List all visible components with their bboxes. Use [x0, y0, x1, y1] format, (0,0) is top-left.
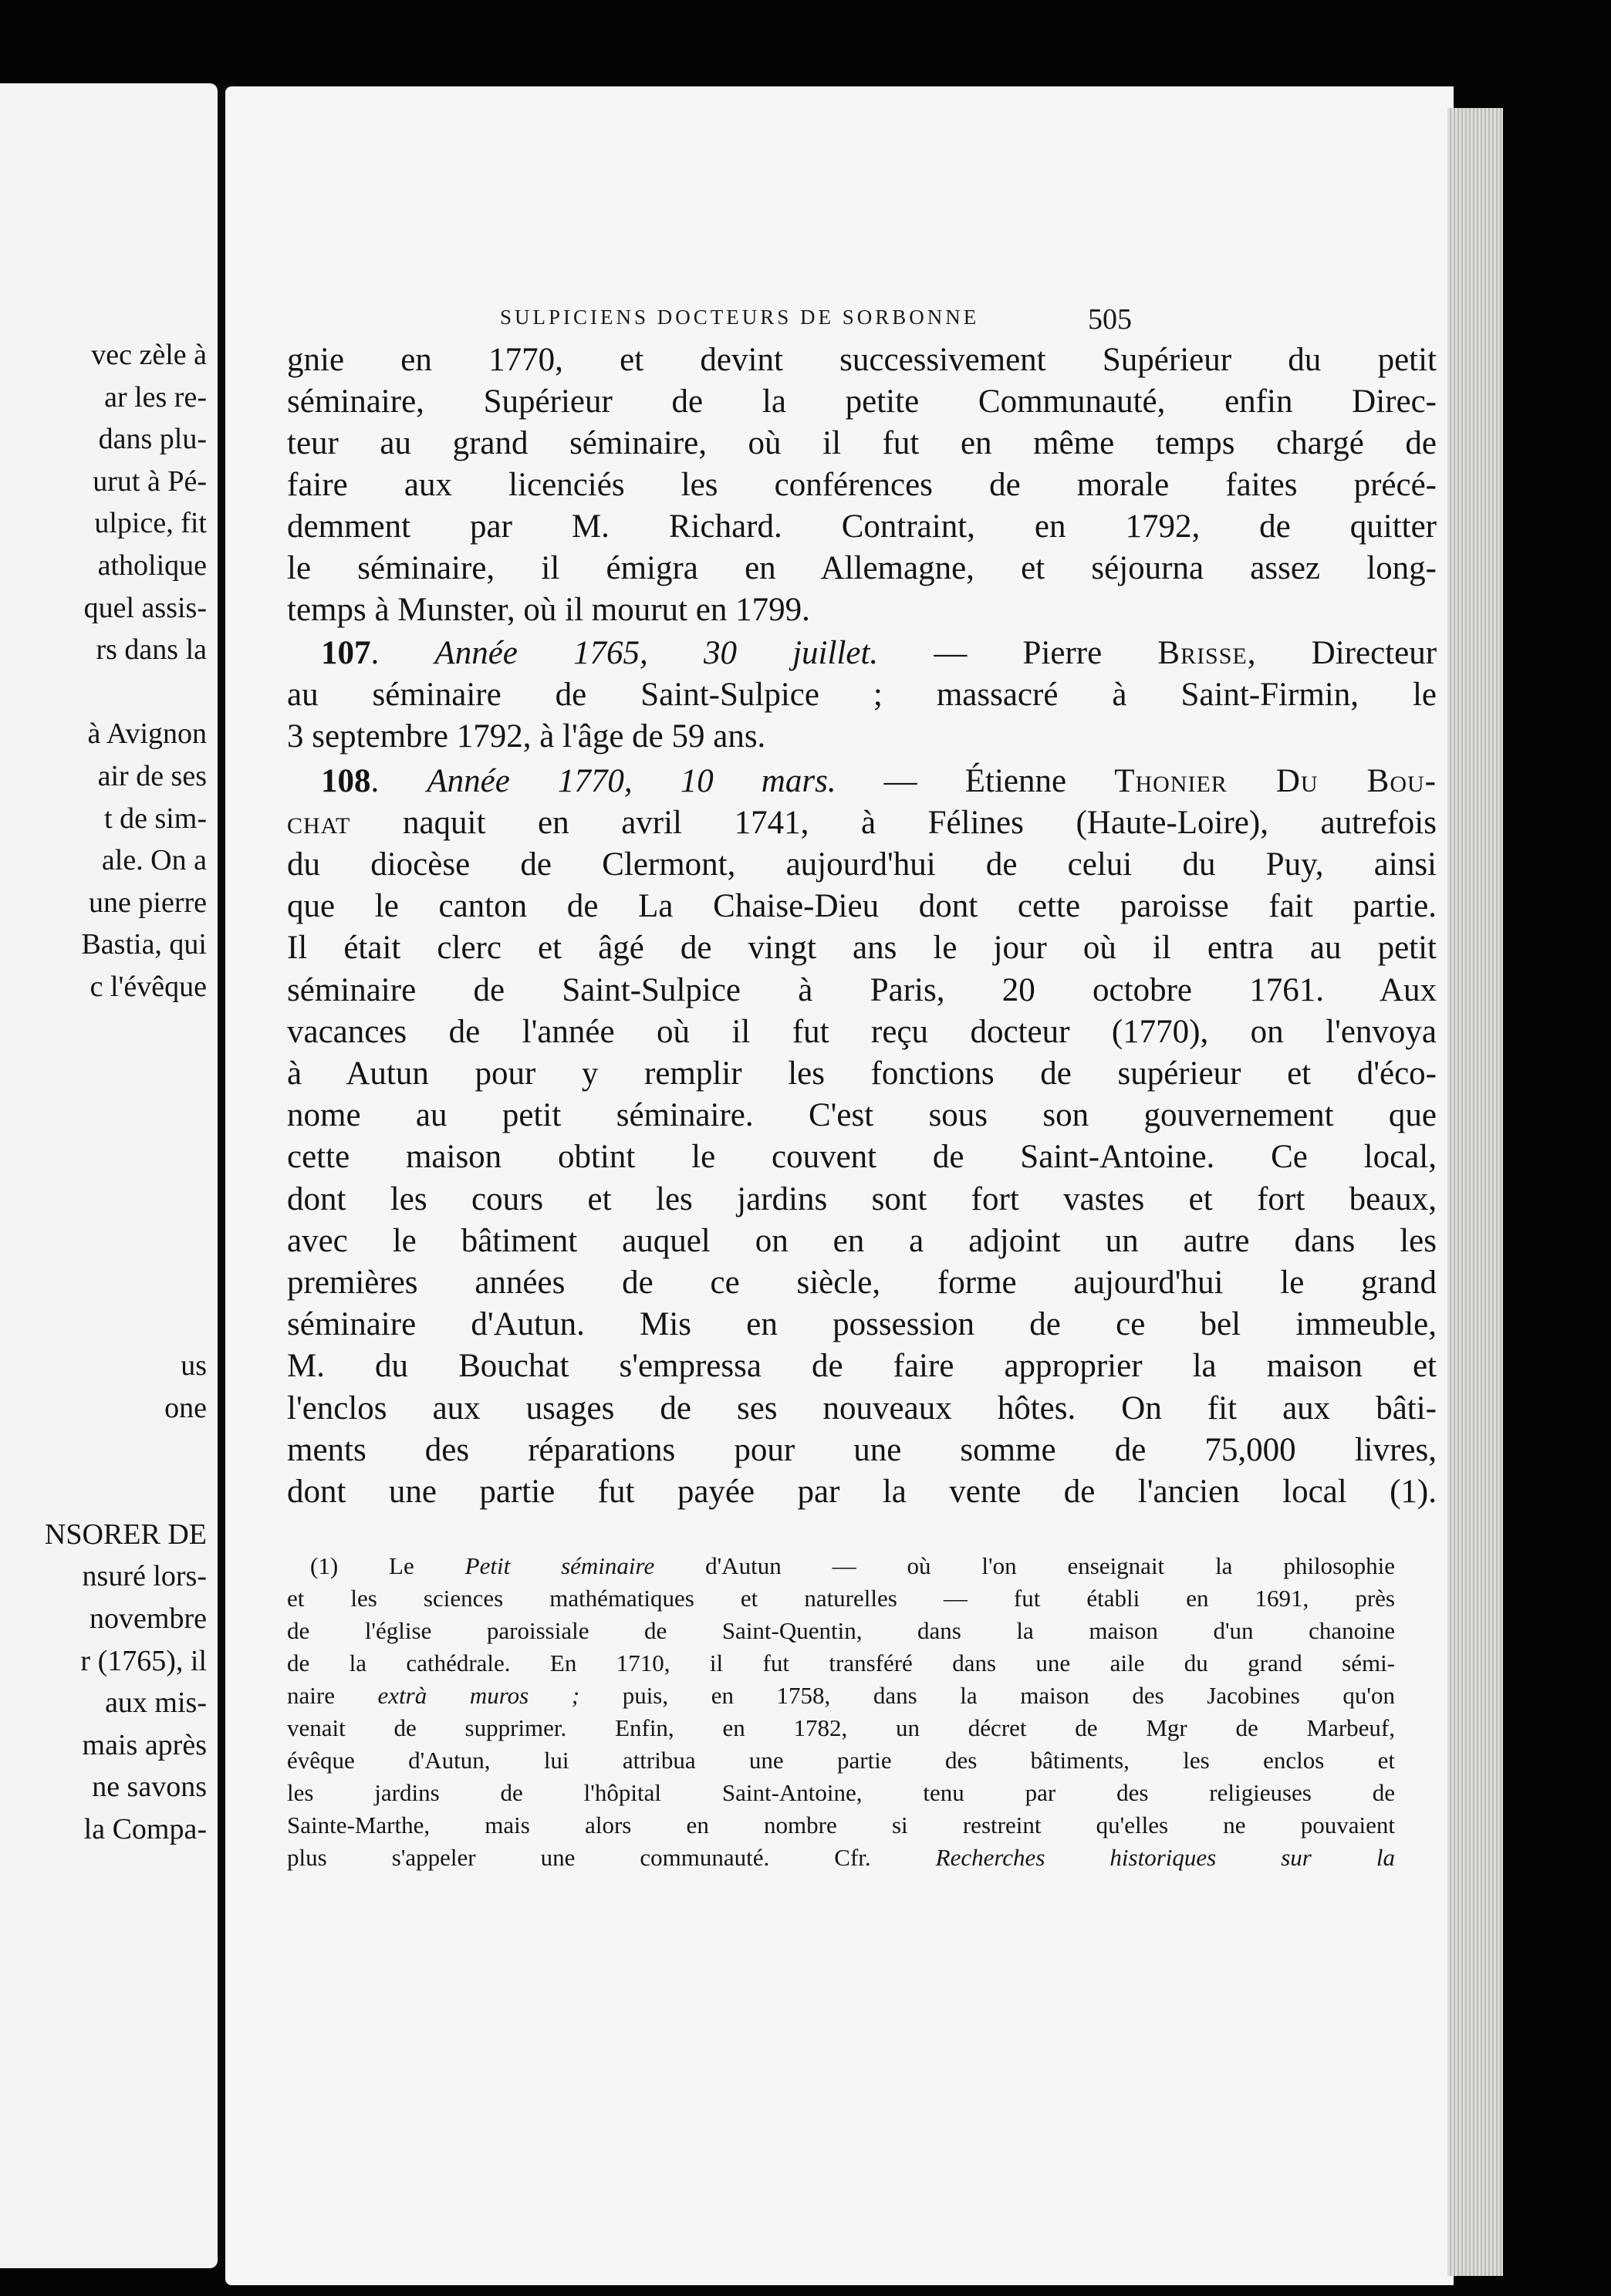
left-page-line: mais après	[82, 1728, 207, 1761]
left-page-line: quel assis-	[83, 591, 207, 624]
body-line: demment par M. Richard. Contraint, en 1792, de quitter	[287, 508, 1437, 545]
person-name: Brisse	[1157, 635, 1248, 671]
body-line: cette maison obtint le couvent de Saint-Antoine. Ce local,	[287, 1139, 1437, 1176]
body-line: l'enclos aux usages de ses nouveaux hôtes. On fit aux bâti-	[287, 1389, 1437, 1427]
left-page-line: ne savons	[92, 1771, 207, 1804]
entry-108-line-1: 108. Année 1770, 10 mars. — Étienne Thonier Du Bou-	[321, 763, 1437, 799]
left-page-line: aux mis-	[105, 1687, 207, 1720]
body-line: séminaire de Saint-Sulpice à Paris, 20 octobre 1761. Aux	[287, 971, 1437, 1008]
body-line: à Autun pour y remplir les fonctions de supérieur et d'éco-	[287, 1055, 1437, 1092]
body-line: nome au petit séminaire. C'est sous son gouvernement que	[287, 1097, 1437, 1134]
footnote-line: plus s'appeler une communauté. Cfr. Recherches historiques sur la	[287, 1844, 1395, 1871]
left-page-line: NSORER DE	[44, 1518, 207, 1551]
footnote-line: (1) Le Petit séminaire d'Autun — où l'on enseignait la philosophie	[310, 1552, 1396, 1579]
footnote-line: évêque d'Autun, lui attribua une partie des bâtiments, les enclos et	[287, 1747, 1395, 1774]
entry-date: Année 1770, 10 mars.	[427, 763, 836, 799]
person-name: chat	[287, 805, 351, 841]
body-line: avec le bâtiment auquel on en a adjoint un autre dans les	[287, 1222, 1437, 1259]
left-page-line: urut à Pé-	[93, 464, 207, 498]
left-page-line: ar les re-	[104, 380, 207, 414]
body-line: temps à Munster, où il mourut en 1799.	[287, 592, 810, 628]
footnote-line: de l'église paroissiale de Saint-Quentin, dans la maison d'un chanoine	[287, 1617, 1395, 1644]
body-line: gnie en 1770, et devint successivement Supérieur du petit	[287, 342, 1437, 378]
entry-108-line-2: chat naquit en avril 1741, à Félines (Haute-Loire), autrefois	[287, 805, 1437, 841]
left-page-line: ulpice, fit	[94, 507, 207, 540]
body-line: au séminaire de Saint-Sulpice ; massacré à Saint-Firmin, le	[287, 677, 1437, 713]
footnote-line: et les sciences mathématiques et naturelles — fut établi en 1691, près	[287, 1585, 1395, 1612]
footnote-line: naire extrà muros ; puis, en 1758, dans la maison des Jacobines qu'on	[287, 1682, 1395, 1709]
body-line: que le canton de La Chaise-Dieu dont cette paroisse fait partie.	[287, 888, 1437, 925]
left-page-line: rs dans la	[96, 633, 207, 667]
running-header: SULPICIENS DOCTEURS DE SORBONNE	[500, 306, 980, 329]
body-line: 3 septembre 1792, à l'âge de 59 ans.	[287, 718, 766, 755]
body-line: ments des réparations pour une somme de 75,000 livres,	[287, 1431, 1437, 1468]
left-page-line: air de ses	[97, 760, 207, 792]
entry-number: 108	[321, 763, 371, 799]
left-page-line: r (1765), il	[80, 1644, 207, 1677]
left-page-line: c l'évêque	[90, 971, 207, 1003]
body-line: dont les cours et les jardins sont fort vastes et fort beaux,	[287, 1180, 1437, 1217]
left-page-line: la Compa-	[83, 1813, 207, 1845]
footnote-line: Sainte-Marthe, mais alors en nombre si restreint qu'elles ne pouvaient	[287, 1811, 1395, 1838]
left-page-line: dans plu-	[98, 423, 207, 456]
body-line: dont une partie fut payée par la vente de l'ancien local (1).	[287, 1474, 1437, 1510]
left-page-line: nsuré lors-	[82, 1560, 207, 1593]
main-text	[287, 0, 1437, 2296]
entry-date: Année 1765, 30 juillet.	[434, 635, 879, 671]
page-edge	[1447, 108, 1503, 2276]
body-line: du diocèse de Clermont, aujourd'hui de celui du Puy, ainsi	[287, 846, 1437, 883]
body-line: teur au grand séminaire, où il fut en même temps chargé de	[287, 425, 1437, 461]
left-page-line: ale. On a	[101, 844, 207, 877]
page-number: 505	[1088, 303, 1132, 336]
body-line: séminaire, Supérieur de la petite Communauté, enfin Direc-	[287, 383, 1437, 420]
left-page-line: à Avignon	[87, 718, 207, 751]
body-line: séminaire d'Autun. Mis en possession de ce bel immeuble,	[287, 1306, 1437, 1343]
body-line: faire aux licenciés les conférences de morale faites précé-	[287, 467, 1437, 503]
left-page	[0, 83, 218, 2268]
footnote-line: venait de supprimer. Enfin, en 1782, un décret de Mgr de Marbeuf,	[287, 1714, 1395, 1741]
left-page-line: novembre	[90, 1602, 207, 1635]
footnote-line: les jardins de l'hôpital Saint-Antoine, tenu par des religieuses de	[287, 1779, 1395, 1806]
left-page-line: vec zèle à	[91, 339, 207, 371]
entry-number: 107	[321, 635, 371, 671]
left-page-line: atholique	[97, 549, 207, 582]
entry-107-line-1: 107. Année 1765, 30 juillet. — Pierre Brisse, Directeur	[321, 635, 1437, 671]
body-line: M. du Bouchat s'empressa de faire approprier la maison et	[287, 1348, 1437, 1385]
left-page-line: t de sim-	[104, 802, 207, 835]
left-page-line: une pierre	[89, 886, 207, 919]
left-page-line: us	[181, 1349, 207, 1383]
left-page-line: one	[164, 1392, 207, 1424]
body-line: premières années de ce siècle, forme aujourd'hui le grand	[287, 1264, 1437, 1301]
footnote-line: de la cathédrale. En 1710, il fut transféré dans une aile du grand sémi-	[287, 1649, 1395, 1676]
person-name: Thonier Du Bou-	[1114, 763, 1437, 799]
left-page-line: Bastia, qui	[81, 928, 207, 961]
body-line: vacances de l'année où il fut reçu docteur (1770), on l'envoya	[287, 1013, 1437, 1050]
body-line: le séminaire, il émigra en Allemagne, et séjourna assez long-	[287, 550, 1437, 586]
body-line: Il était clerc et âgé de vingt ans le jour où il entra au petit	[287, 930, 1437, 967]
